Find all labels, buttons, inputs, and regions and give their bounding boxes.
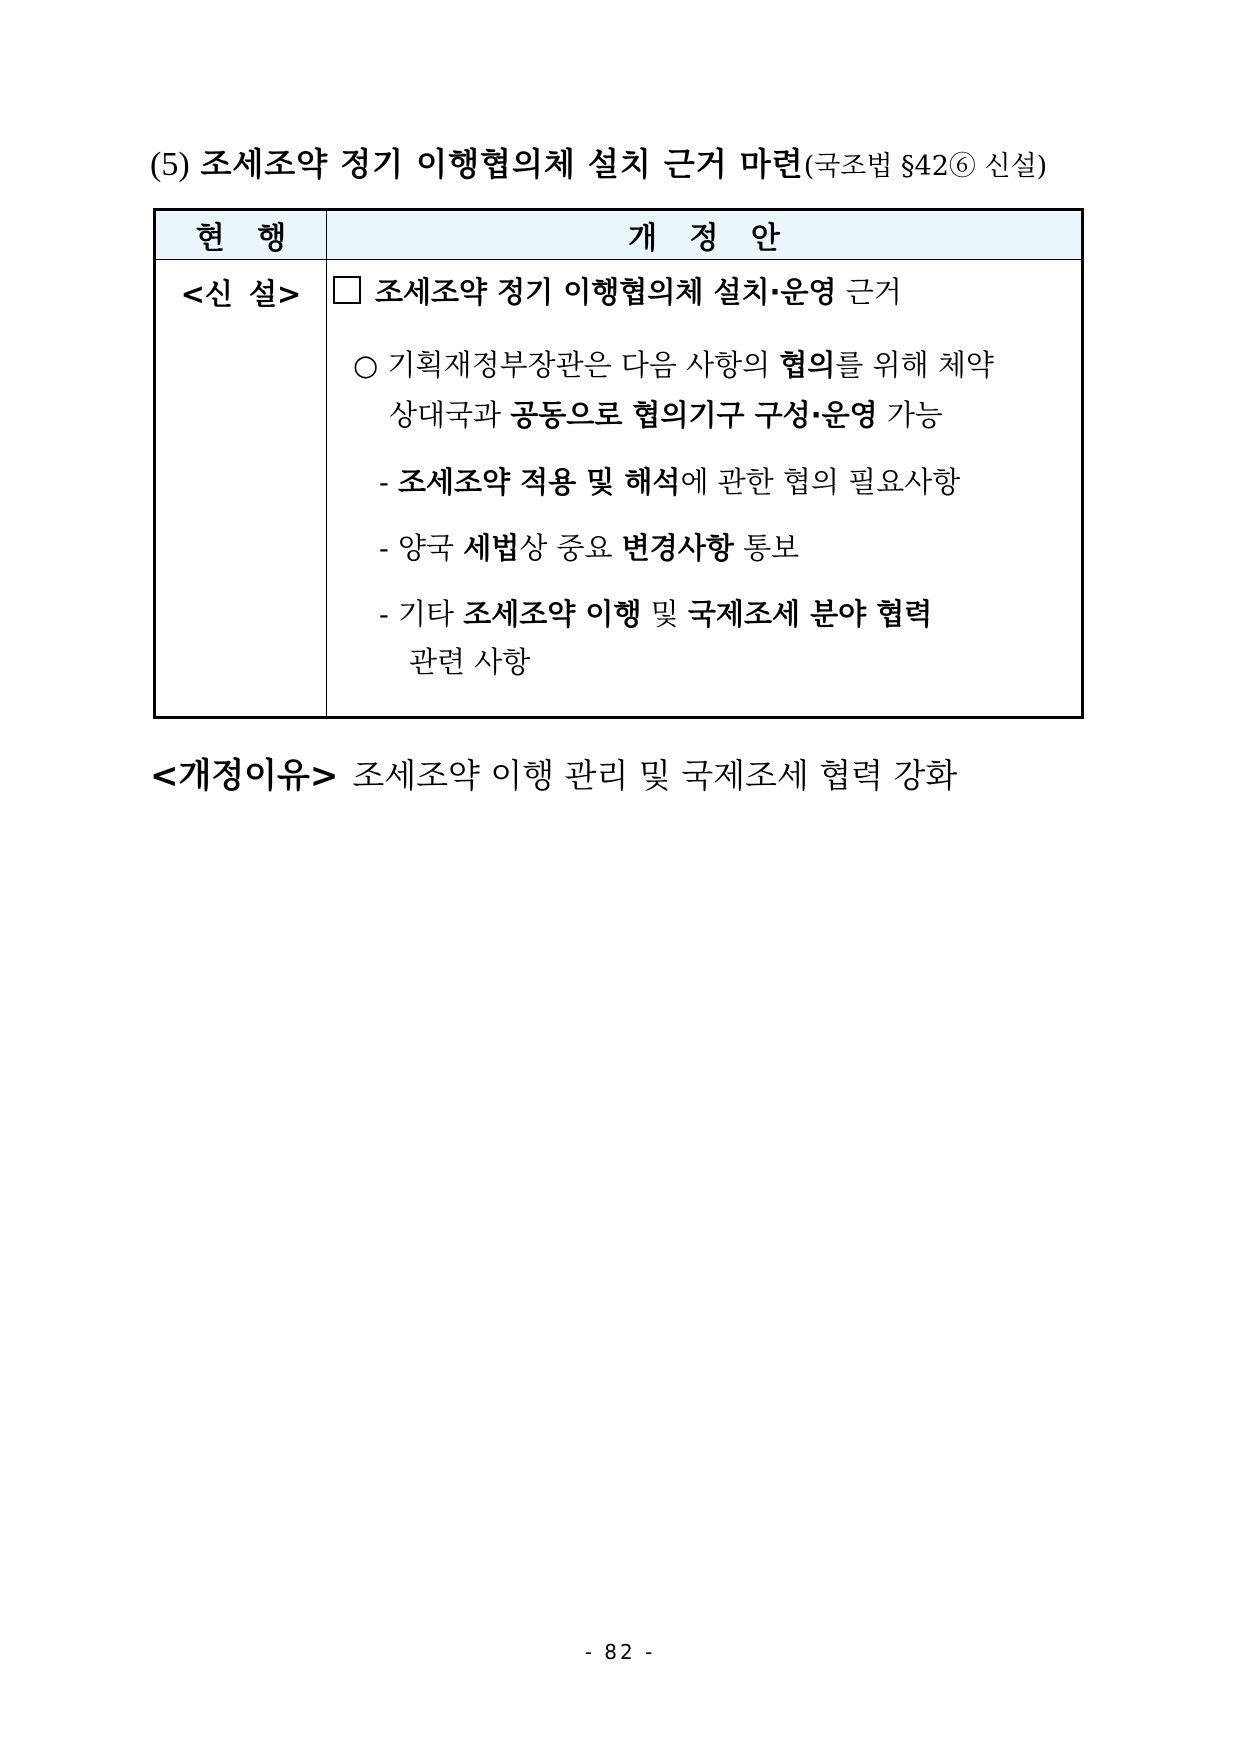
dash3-bold-2: 국제조세 분야 협력 — [687, 597, 933, 631]
dash3-bold-1: 조세조약 이행 — [463, 597, 642, 631]
header-current: 현 행 — [155, 210, 327, 260]
proposal-item — [327, 312, 1081, 440]
section-title-note: (국조법 §42⑥ 신설) — [803, 151, 1048, 182]
item-text-2: 를 위해 체약 — [835, 348, 994, 382]
item-text-1: 기획재정부장관은 다음 사항의 — [378, 348, 780, 382]
dash3-text-2: 및 — [641, 597, 688, 631]
newly-established-label: <신 설> — [180, 277, 302, 311]
current-cell — [155, 260, 327, 718]
amendment-reason-text: 조세조약 이행 관리 및 국제조세 협력 강화 — [352, 756, 958, 795]
dash1-bold: 조세조약 적용 및 해석 — [398, 465, 681, 499]
dash3-text-1: 기타 — [398, 597, 464, 631]
header-proposal: 개 정 안 — [327, 210, 1083, 260]
comparison-table — [153, 208, 1084, 719]
section-title-text: 조세조약 정기 이행협의체 설치 근거 마련 — [200, 145, 804, 183]
table-header-row — [155, 210, 1083, 260]
checkbox-square-icon — [333, 276, 361, 304]
proposal-heading-rest: 근거 — [836, 275, 902, 309]
amendment-reason — [150, 752, 957, 800]
dash-marker: - — [379, 465, 399, 499]
dash2-bold-2: 변경사항 — [621, 531, 734, 565]
item-bold-1: 협의 — [779, 348, 836, 382]
dash2-text-3: 통보 — [733, 531, 800, 565]
dash-item-1 — [327, 440, 1081, 506]
item-text-4: 가능 — [877, 398, 943, 432]
table-row — [155, 260, 1083, 718]
dash2-text-2: 상 중요 — [519, 531, 622, 565]
proposal-heading-bold: 조세조약 정기 이행협의체 설치·운영 — [375, 275, 837, 309]
proposal-heading — [327, 260, 1081, 312]
dash-marker: - — [379, 531, 399, 565]
dash3-continuation: 관련 사항 — [409, 645, 531, 679]
section-title — [150, 140, 1047, 191]
item-bold-2: 공동으로 협의기구 구성·운영 — [510, 398, 878, 432]
dash-item-2 — [327, 506, 1081, 572]
item-continuation — [353, 390, 1075, 440]
item-text-3: 상대국과 — [389, 398, 511, 432]
dash2-text-1: 양국 — [398, 531, 464, 565]
amendment-reason-label: <개정이유> — [150, 756, 339, 796]
dash-marker: - — [379, 597, 399, 631]
section-number: (5) — [150, 146, 190, 183]
dash-item-3 — [327, 572, 1081, 686]
dash1-text: 에 관한 협의 필요사항 — [680, 465, 961, 499]
circle-bullet: ○ — [353, 348, 379, 382]
dash2-bold-1: 세법 — [463, 531, 520, 565]
proposal-cell — [327, 260, 1083, 718]
page-number: - 82 - — [584, 1640, 656, 1664]
